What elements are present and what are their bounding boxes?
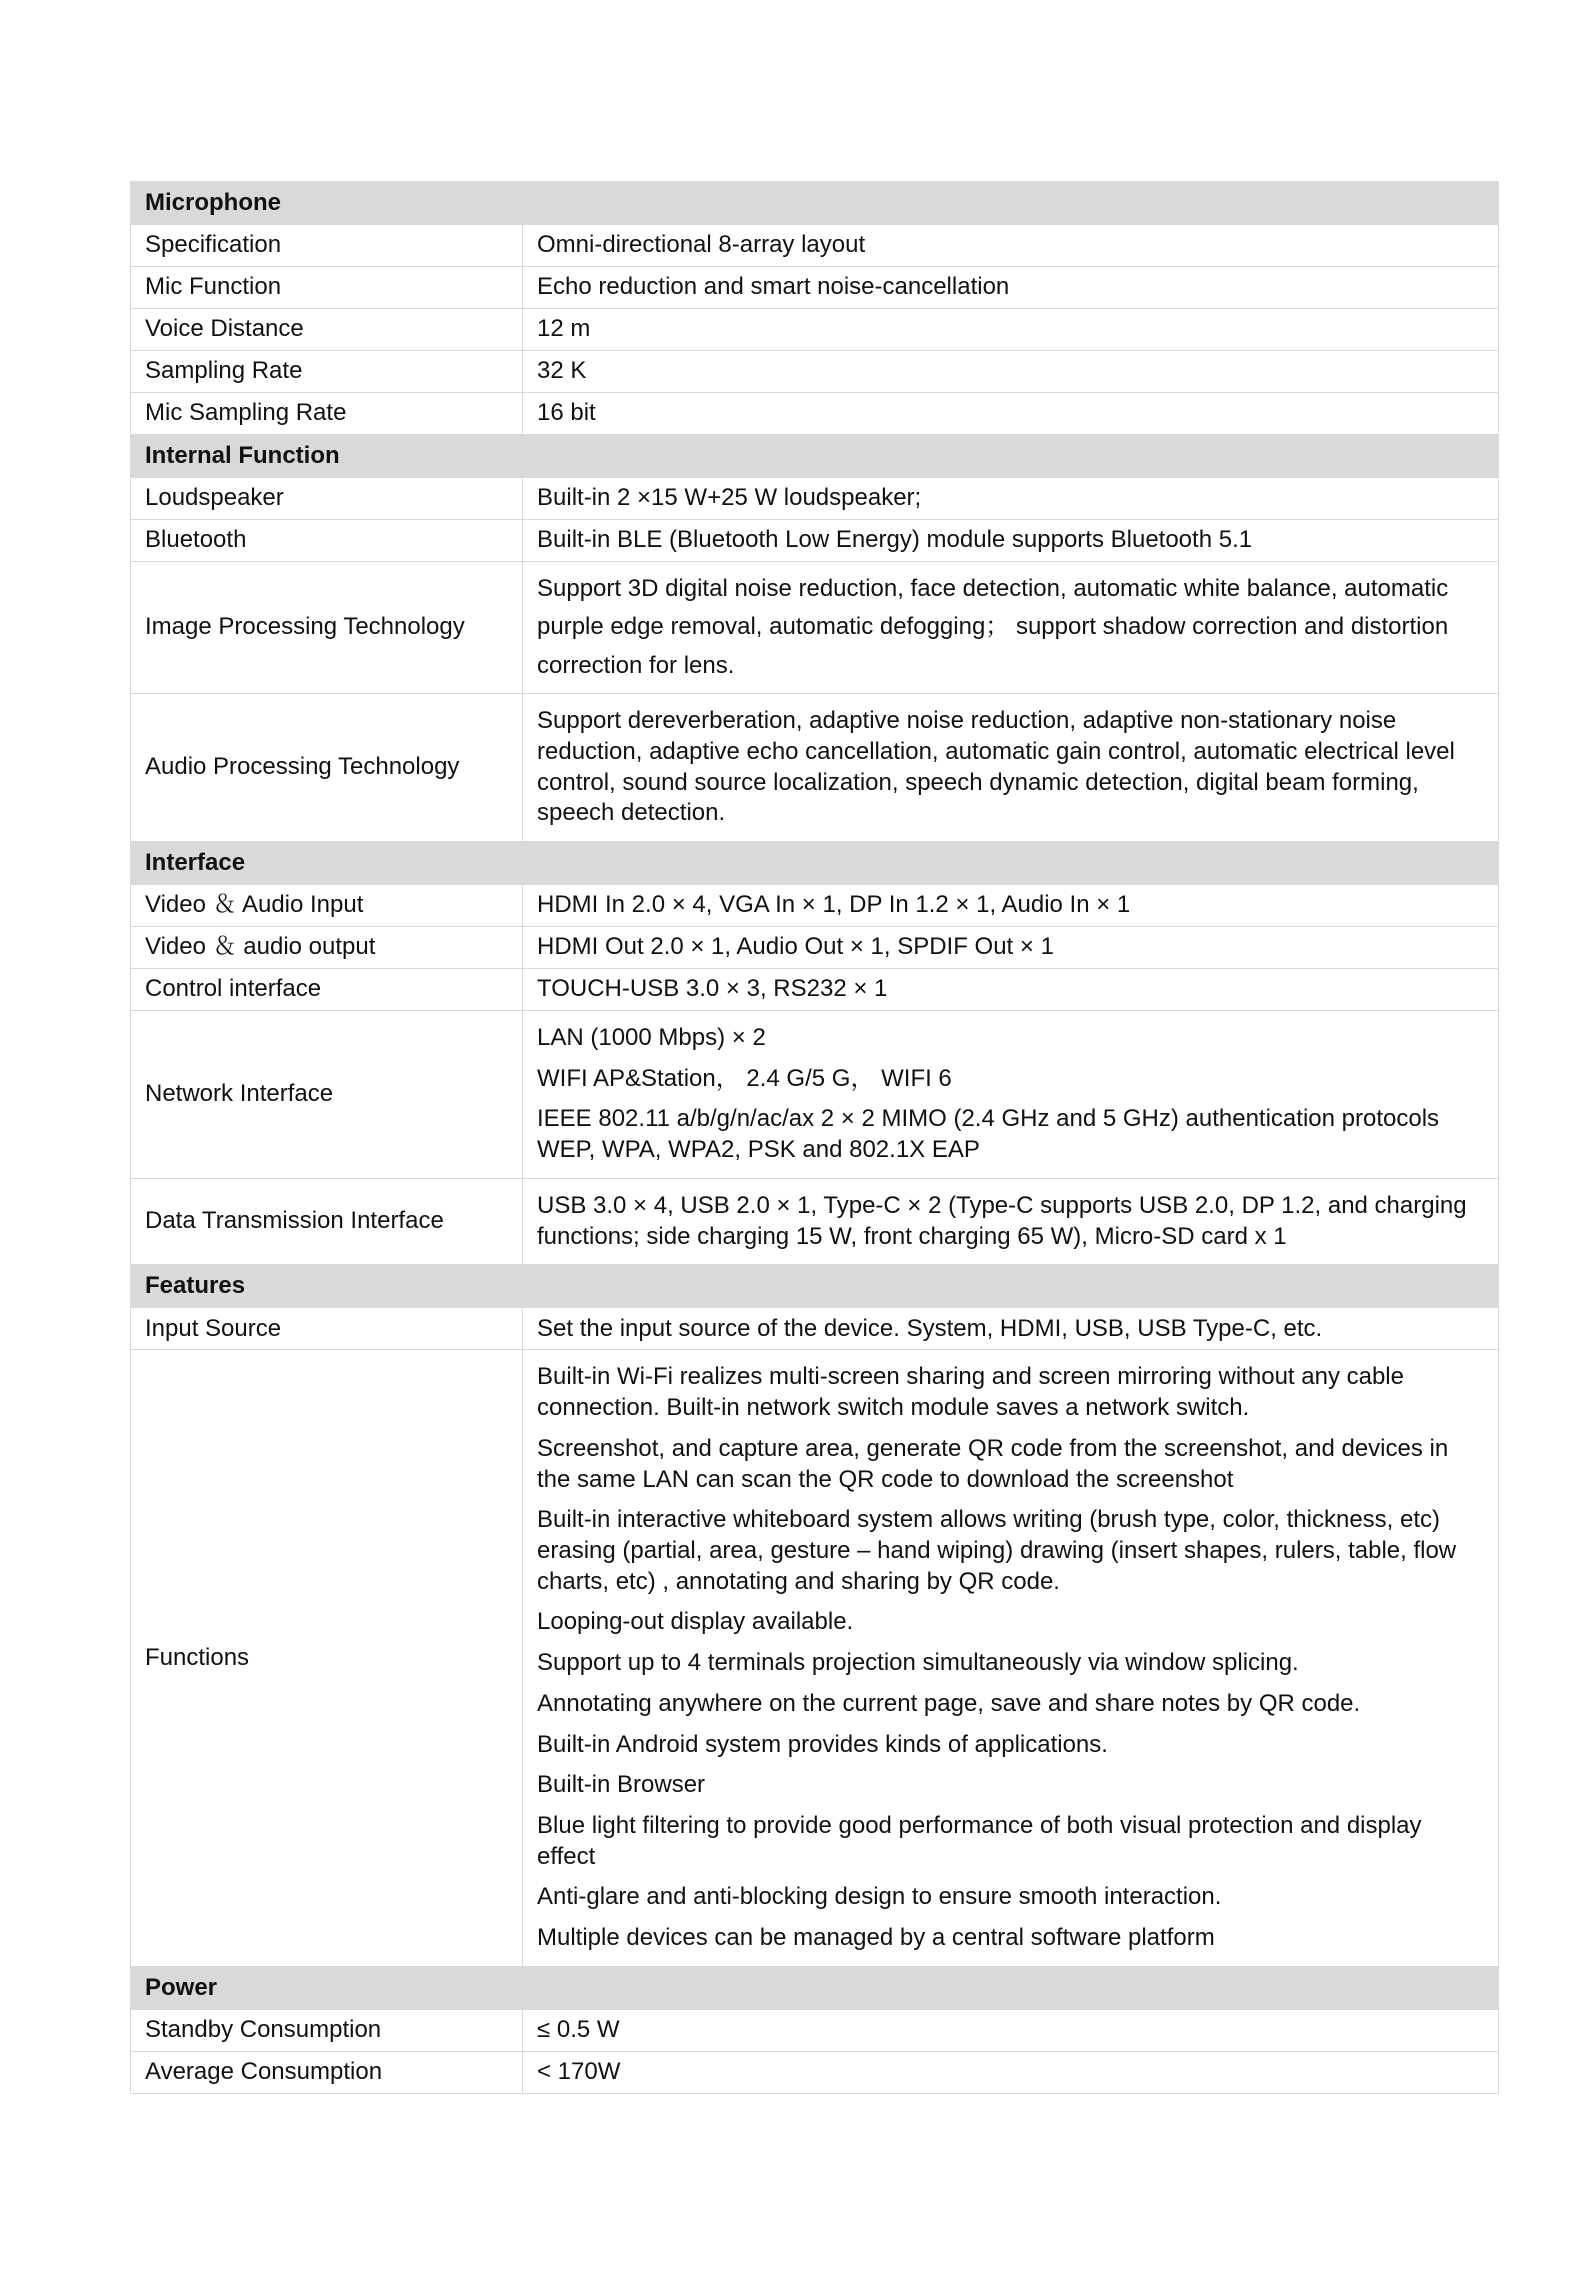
spec-row	[131, 520, 1499, 562]
spec-label: Specification	[131, 225, 523, 267]
spec-value	[523, 2009, 1499, 2051]
spec-row	[131, 309, 1499, 351]
spec-value-line: HDMI In 2.0 × 4, VGA In × 1, DP In 1.2 × 1, Audio In × 1	[537, 891, 1131, 919]
spec-row	[131, 694, 1499, 842]
spec-value	[523, 885, 1499, 927]
spec-value-line: Built-in Browser	[537, 1771, 706, 1799]
spec-row	[131, 1178, 1499, 1264]
spec-value-line: Anti-glare and anti-blocking design to ensure smooth interaction.	[537, 1883, 1222, 1911]
spec-value-line: 16 bit	[537, 399, 596, 427]
spec-label: Bluetooth	[131, 520, 523, 562]
spec-value	[523, 562, 1499, 694]
spec-value-line: Support up to 4 terminals projection simultaneously via window splicing.	[537, 1649, 1299, 1677]
spec-value-line: Built-in interactive whiteboard system allows writing (brush type, color, thickness, etc) erasing (partial, area, gesture – hand wiping) drawing (insert shapes, rulers, table, flow charts, etc) , annotating and sharing by QR code.	[537, 1506, 1457, 1595]
spec-label: Data Transmission Interface	[131, 1178, 523, 1264]
spec-label: Mic Function	[131, 267, 523, 309]
spec-value	[523, 225, 1499, 267]
section-header-row	[131, 182, 1499, 225]
spec-value-line: Blue light filtering to provide good performance of both visual protection and display effect	[537, 1811, 1422, 1870]
spec-row	[131, 267, 1499, 309]
spec-value	[523, 1011, 1499, 1179]
spec-row	[131, 351, 1499, 393]
spec-label: Voice Distance	[131, 309, 523, 351]
spec-label: Network Interface	[131, 1011, 523, 1179]
spec-label: Image Processing Technology	[131, 562, 523, 694]
spec-value-line: Built-in 2 ×15 W+25 W loudspeaker;	[537, 484, 922, 512]
spec-label: Average Consumption	[131, 2051, 523, 2093]
section-title: Features	[131, 1265, 1499, 1308]
spec-value-line: Annotating anywhere on the current page, save and share notes by QR code.	[537, 1689, 1361, 1717]
spec-label: Sampling Rate	[131, 351, 523, 393]
spec-value	[523, 694, 1499, 842]
spec-label: Control interface	[131, 969, 523, 1011]
spec-value-line: 12 m	[537, 315, 591, 343]
spec-row	[131, 1011, 1499, 1179]
spec-label: Standby Consumption	[131, 2009, 523, 2051]
spec-value-line: LAN (1000 Mbps) × 2	[537, 1024, 766, 1052]
spec-value-line: Multiple devices can be managed by a central software platform	[537, 1924, 1215, 1952]
spec-label: Mic Sampling Rate	[131, 393, 523, 435]
spec-value	[523, 927, 1499, 969]
spec-value-line: Screenshot, and capture area, generate QR code from the screenshot, and devices in the same LAN can scan the QR code to download the screenshot	[537, 1434, 1449, 1493]
spec-value-line: TOUCH-USB 3.0 × 3, RS232 × 1	[537, 975, 888, 1003]
spec-value	[523, 1350, 1499, 1967]
spec-value-line: Support 3D digital noise reduction, face detection, automatic white balance, automatic purple edge removal, automatic defogging； support shadow correction and distortion correction for lens.	[537, 575, 1449, 679]
spec-value-line: Looping-out display available.	[537, 1608, 854, 1636]
spec-value-line: IEEE 802.11 a/b/g/n/ac/ax 2 × 2 MIMO (2.4 GHz and 5 GHz) authentication protocols WEP, WPA, WPA2, PSK and 802.1X EAP	[537, 1105, 1440, 1164]
spec-row	[131, 562, 1499, 694]
spec-value-line: WIFI AP&Station， 2.4 G/5 G， WIFI 6	[537, 1064, 952, 1092]
spec-row	[131, 927, 1499, 969]
spec-value-line: Built-in BLE (Bluetooth Low Energy) module supports Bluetooth 5.1	[537, 526, 1253, 554]
spec-value-line: Built-in Wi-Fi realizes multi-screen sharing and screen mirroring without any cable connection. Built-in network switch module saves a network switch.	[537, 1363, 1404, 1422]
spec-label: Input Source	[131, 1308, 523, 1350]
spec-label: Video ＆ Audio Input	[131, 885, 523, 927]
spec-value-line: USB 3.0 × 4, USB 2.0 × 1, Type-C × 2 (Type-C supports USB 2.0, DP 1.2, and charging functions; side charging 15 W, front charging 65 W), Micro-SD card x 1	[537, 1191, 1467, 1250]
spec-value	[523, 393, 1499, 435]
section-title: Internal Function	[131, 435, 1499, 478]
spec-label: Functions	[131, 1350, 523, 1967]
spec-row	[131, 393, 1499, 435]
spec-value-line: 32 K	[537, 357, 587, 385]
spec-row	[131, 478, 1499, 520]
section-header-row	[131, 435, 1499, 478]
spec-value	[523, 2051, 1499, 2093]
spec-value-line: Built-in Android system provides kinds of applications.	[537, 1730, 1108, 1758]
section-title: Power	[131, 1966, 1499, 2009]
spec-value	[523, 478, 1499, 520]
spec-value	[523, 969, 1499, 1011]
section-title: Microphone	[131, 182, 1499, 225]
spec-value	[523, 520, 1499, 562]
spec-row	[131, 1350, 1499, 1967]
spec-row	[131, 1308, 1499, 1350]
spec-value-line: HDMI Out 2.0 × 1, Audio Out × 1, SPDIF Out × 1	[537, 933, 1054, 961]
spec-row	[131, 2051, 1499, 2093]
spec-value	[523, 1178, 1499, 1264]
spec-label: Audio Processing Technology	[131, 694, 523, 842]
spec-value	[523, 351, 1499, 393]
spec-value-line: Omni-directional 8-array layout	[537, 231, 866, 259]
section-title: Interface	[131, 842, 1499, 885]
section-header-row	[131, 842, 1499, 885]
spec-value-line: Set the input source of the device. System, HDMI, USB, USB Type-C, etc.	[537, 1314, 1323, 1342]
section-header-row	[131, 1265, 1499, 1308]
spec-row	[131, 969, 1499, 1011]
spec-value-line: Support dereverberation, adaptive noise reduction, adaptive non-stationary noise reduction, adaptive echo cancellation, automatic gain control, automatic electrical level control, sound source localization, speech dynamic detection, digital beam forming, speech detection.	[537, 707, 1455, 827]
spec-row	[131, 885, 1499, 927]
spec-value-line: < 170W	[537, 2058, 621, 2085]
spec-value-line: Echo reduction and smart noise-cancellation	[537, 273, 1010, 301]
spec-table-body	[131, 182, 1499, 2094]
spec-value	[523, 267, 1499, 309]
spec-row	[131, 225, 1499, 267]
spec-value-line: ≤ 0.5 W	[537, 2016, 620, 2043]
spec-label: Video ＆ audio output	[131, 927, 523, 969]
spec-value	[523, 1308, 1499, 1350]
spec-row	[131, 2009, 1499, 2051]
spec-table	[130, 181, 1499, 2094]
spec-label: Loudspeaker	[131, 478, 523, 520]
spec-value	[523, 309, 1499, 351]
section-header-row	[131, 1966, 1499, 2009]
